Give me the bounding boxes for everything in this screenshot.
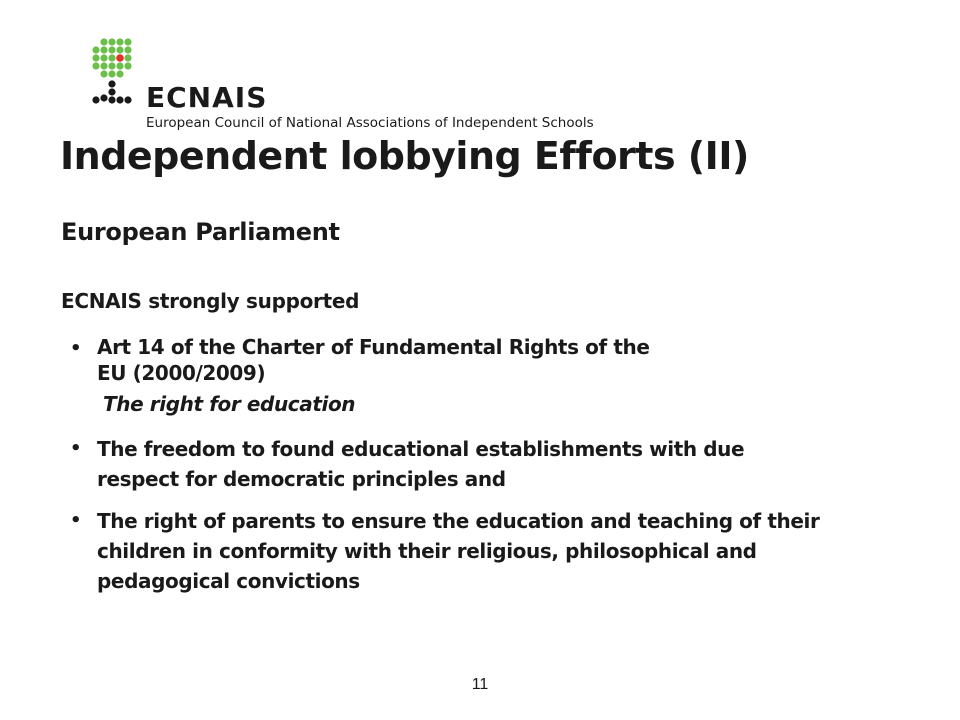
- ecnais-logo: [90, 36, 610, 136]
- bullet-item-parents: [70, 506, 830, 596]
- logo-name: ECNAIS: [146, 81, 268, 114]
- bullet-charter-line1: Art 14 of the Charter of Fundamental Rights of the: [97, 335, 650, 359]
- bullet-freedom-text: The freedom to found educational establishments with due respect for democratic principles and: [97, 437, 745, 491]
- bullet-icon: •: [70, 438, 82, 459]
- bullet-charter-line2: EU (2000/2009): [97, 361, 266, 385]
- bullet-parents-text: The right of parents to ensure the education and teaching of their children in conformity with their religious, philosophical and pedagogical convictions: [97, 509, 820, 593]
- bullet-item-charter: [70, 334, 830, 422]
- bullet-list: [70, 334, 830, 596]
- bullet-charter-note: The right for education: [103, 392, 356, 416]
- intro-text: ECNAIS strongly supported: [61, 289, 360, 313]
- bullet-item-freedom: [70, 434, 830, 494]
- ecnais-dots-icon: [90, 36, 142, 116]
- slide-title: Independent lobbying Efforts (II): [60, 134, 749, 178]
- bullet-icon: •: [70, 510, 82, 531]
- logo-subtitle: European Council of National Associations of Independent Schools: [146, 115, 594, 131]
- page-number: 11: [471, 676, 489, 693]
- slide-subtitle: European Parliament: [61, 218, 340, 246]
- bullet-icon: •: [70, 338, 82, 359]
